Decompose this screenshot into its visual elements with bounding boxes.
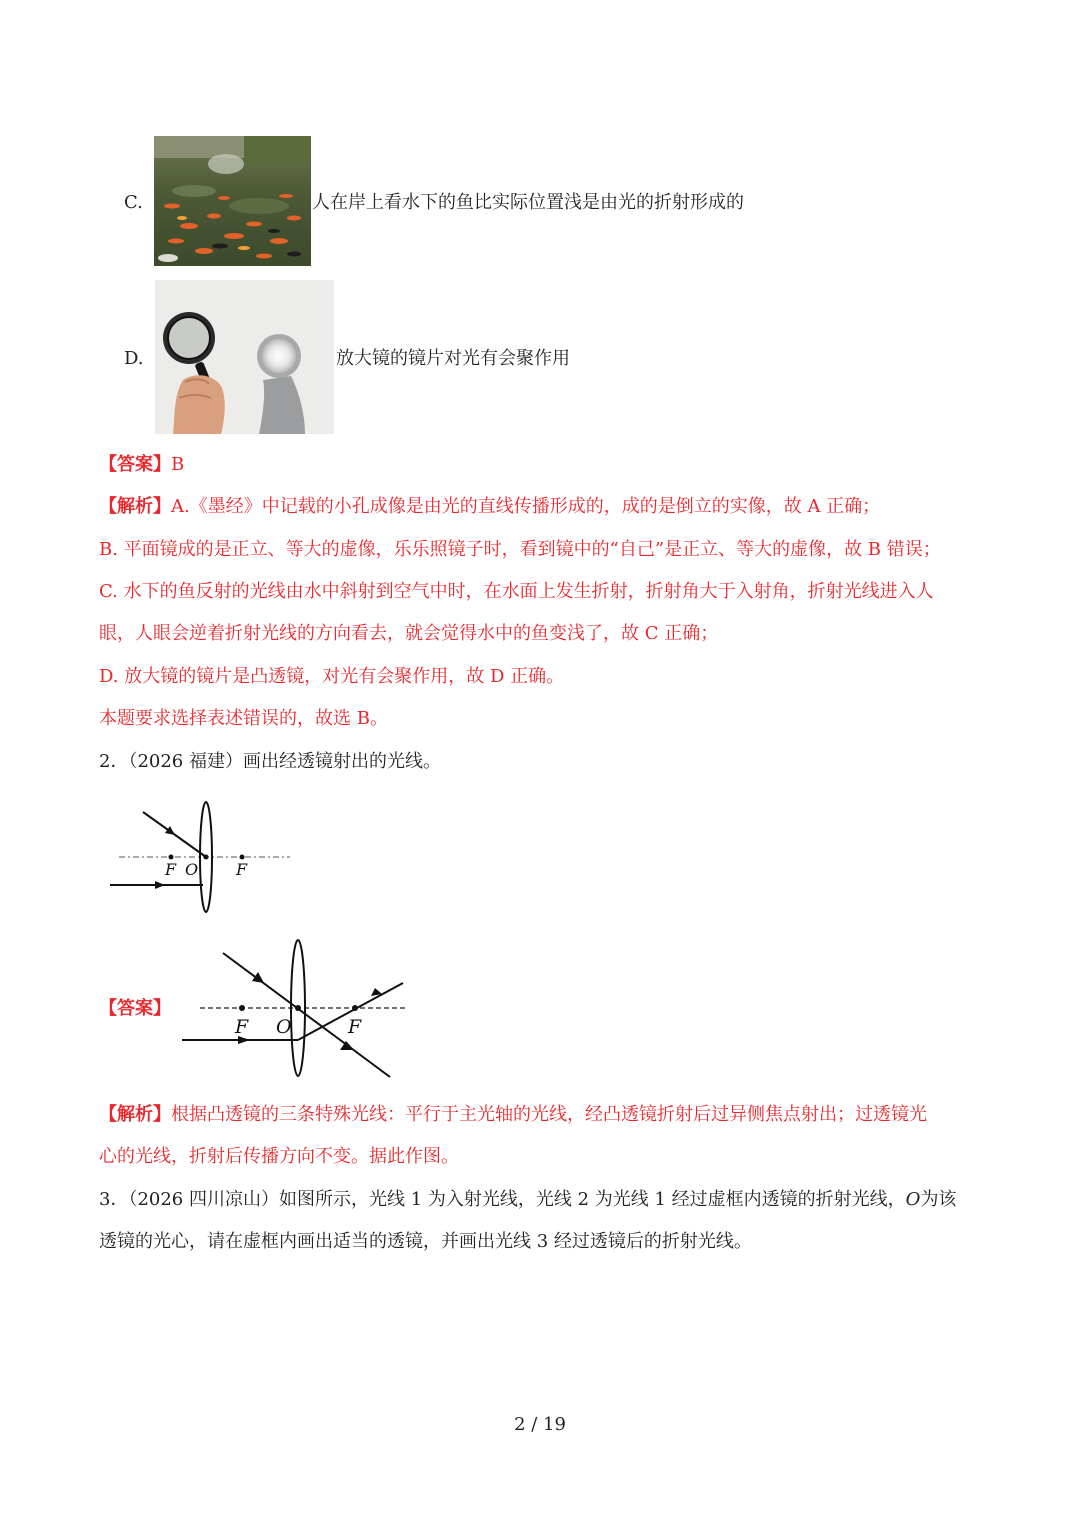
q1-analysis-line xyxy=(99,495,880,519)
focus-point-right xyxy=(240,855,245,860)
analysis-tag: 【解析】 xyxy=(99,496,171,517)
option-d-letter: D. xyxy=(124,348,144,369)
label-f-right: F xyxy=(348,1016,362,1038)
q2-answer-diagram xyxy=(178,935,413,1080)
q3-stem-o: O xyxy=(905,1189,921,1210)
q1-analysis-line: D. 放大镜的镜片是凸透镜，对光有会聚作用，故 D 正确。 xyxy=(99,666,565,687)
q1-analysis-line: 本题要求选择表述错误的，故选 B。 xyxy=(99,708,388,729)
q1-analysis-line: 眼，人眼会逆着折射光线的方向看去，就会觉得水中的鱼变浅了，故 C 正确； xyxy=(99,623,719,644)
q2-analysis-line: 心的光线，折射后传播方向不变。据此作图。 xyxy=(99,1146,459,1167)
q3-stem-line: 透镜的光心，请在虚框内画出适当的透镜，并画出光线 3 经过透镜后的折射光线。 xyxy=(99,1231,752,1252)
center-point xyxy=(204,855,209,860)
q2-lens-diagram xyxy=(105,795,305,920)
option-c-letter: C. xyxy=(124,192,143,213)
label-f-left: F xyxy=(165,860,177,879)
q3-stem-prefix: 3．（2026 四川凉山）如图所示，光线 1 为入射光线，光线 2 为光线 1 经过虚框内透镜的折射光线， xyxy=(99,1189,906,1210)
analysis-text: A.《墨经》中记载的小孔成像是由光的直线传播形成的，成的是倒立的实像，故 A 正确； xyxy=(171,496,881,517)
label-f-left: F xyxy=(235,1016,249,1038)
answer-value: B xyxy=(171,454,185,475)
arrow-icon xyxy=(165,826,175,835)
focus-point-left xyxy=(169,855,174,860)
ray-through-center xyxy=(223,953,390,1077)
option-d-text: 放大镜的镜片对光有会聚作用 xyxy=(336,348,570,369)
q3-stem-suffix: 为该 xyxy=(920,1189,957,1210)
q3-stem-line xyxy=(99,1188,956,1212)
analysis-tag: 【解析】 xyxy=(99,1104,171,1125)
option-c-text: 人在岸上看水下的鱼比实际位置浅是由光的折射形成的 xyxy=(312,192,744,213)
q1-analysis-line: C. 水下的鱼反射的光线由水中斜射到空气中时，在水面上发生折射，折射角大于入射角，折射光线进入人 xyxy=(99,581,934,602)
center-point xyxy=(295,1005,301,1011)
arrow-icon xyxy=(252,972,264,983)
koi-pond-photo xyxy=(154,136,311,266)
focus-point-left xyxy=(239,1005,245,1011)
analysis-text: 根据凸透镜的三条特殊光线：平行于主光轴的光线，经凸透镜折射后过异侧焦点射出；过透镜光 xyxy=(171,1104,927,1125)
answer-tag: 【答案】 xyxy=(99,454,171,475)
arrow-icon xyxy=(155,881,165,889)
magnifier-photo xyxy=(155,280,334,434)
q2-answer-tag: 【答案】 xyxy=(99,998,171,1019)
q1-answer xyxy=(99,453,184,477)
focus-point-right xyxy=(352,1005,358,1011)
label-o: O xyxy=(276,1016,292,1038)
label-f-right: F xyxy=(236,860,248,879)
page-number: 2 / 19 xyxy=(514,1414,566,1435)
q2-stem: 2．（2026 福建）画出经透镜射出的光线。 xyxy=(99,751,441,772)
q2-analysis-line xyxy=(99,1103,927,1127)
q1-analysis-line: B. 平面镜成的是正立、等大的虚像，乐乐照镜子时，看到镜中的“自己”是正立、等大的虚像，故 B 错误； xyxy=(99,539,941,560)
label-o: O xyxy=(185,860,199,879)
